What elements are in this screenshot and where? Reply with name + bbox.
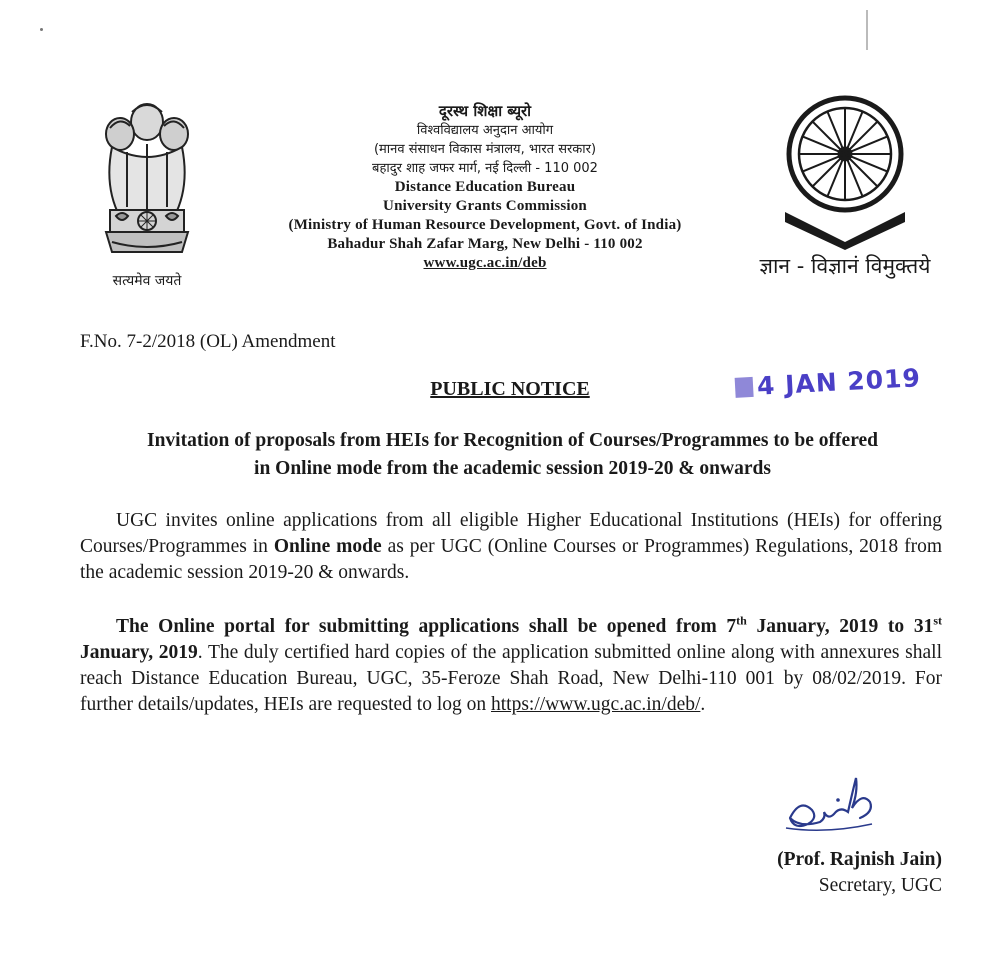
scan-line: [866, 10, 868, 50]
english-bureau-name: Distance Education Bureau: [394, 179, 576, 195]
hindi-ministry: (मानव संसाधन विकास मंत्रालय, भारत सरकार): [373, 142, 597, 157]
ugc-motto: ज्ञान - विज्ञानं विमुक्तये: [759, 254, 931, 278]
para2-bold-b: January, 2019 to 31: [746, 616, 934, 637]
para2-end: .: [700, 694, 706, 715]
paragraph-portal-dates: [80, 614, 942, 718]
para2-sup-a: th: [736, 613, 747, 628]
signature-scribble-icon: [780, 770, 890, 840]
english-commission-name: University Grants Commission: [383, 198, 587, 214]
hindi-address: बहादुर शाह जफर मार्ग, नई दिल्ली - 110 002: [372, 161, 598, 176]
notice-title: [0, 378, 1000, 401]
signatory-name: (Prof. Rajnish Jain): [777, 849, 942, 870]
letterhead: [250, 102, 720, 273]
hindi-bureau-name: दूरस्थ शिक्षा ब्यूरो: [438, 102, 532, 120]
para2-bold-a: The Online portal for submitting applications shall be opened from 7: [116, 616, 737, 637]
date-stamp-text: 4 JAN 2019: [756, 363, 922, 401]
notice-subject: [80, 427, 945, 483]
emblem-motto: सत्यमेव जयते: [112, 273, 182, 289]
subject-line-1: Invitation of proposals from HEIs for Recognition of Courses/Programmes to be offered: [146, 430, 879, 451]
paragraph-invitation: [80, 508, 942, 586]
hindi-commission-name: विश्वविद्यालय अनुदान आयोग: [416, 123, 554, 138]
file-number: F.No. 7-2/2018 (OL) Amendment: [80, 331, 336, 352]
signatory-designation: Secretary, UGC: [818, 875, 942, 896]
para1-text-b: as per UGC (Online Courses or Programmes) Regulations, 2018 from the academic session 2019-20 & onwards.: [80, 536, 942, 583]
ugc-wheel-icon: [780, 92, 910, 252]
para1-bold: Online mode: [273, 536, 382, 557]
english-ministry: (Ministry of Human Resource Development, Govt. of India): [288, 217, 682, 233]
website-link[interactable]: www.ugc.ac.in/deb: [423, 255, 547, 271]
para1-text-a: UGC invites online applications from all eligible Higher Educational Institutions (HEIs) for offering Courses/Programmes in: [80, 510, 942, 557]
lion-capital-icon: [92, 92, 202, 267]
national-emblem: [92, 92, 202, 292]
para2-text: . The duly certified hard copies of the application submitted online along with annexures shall reach Distance Education Bureau, UGC, 35-Feroze Shah Road, New Delhi-110 001 by 08/02/2019. For further details/updates, HEIs are requested to log on: [80, 642, 942, 715]
para2-sup-b: st: [933, 613, 942, 628]
subject-line-2: in Online mode from the academic session 2019-20 & onwards: [254, 458, 771, 479]
scan-speck: [40, 28, 43, 31]
signature: [780, 770, 890, 840]
notice-title-text: PUBLIC NOTICE: [430, 378, 590, 400]
ugc-logo: [730, 92, 960, 280]
deb-portal-link[interactable]: https://www.ugc.ac.in/deb/: [491, 694, 701, 715]
para2-bold-c: January, 2019: [80, 642, 198, 663]
english-address: Bahadur Shah Zafar Marg, New Delhi - 110 002: [327, 236, 643, 252]
